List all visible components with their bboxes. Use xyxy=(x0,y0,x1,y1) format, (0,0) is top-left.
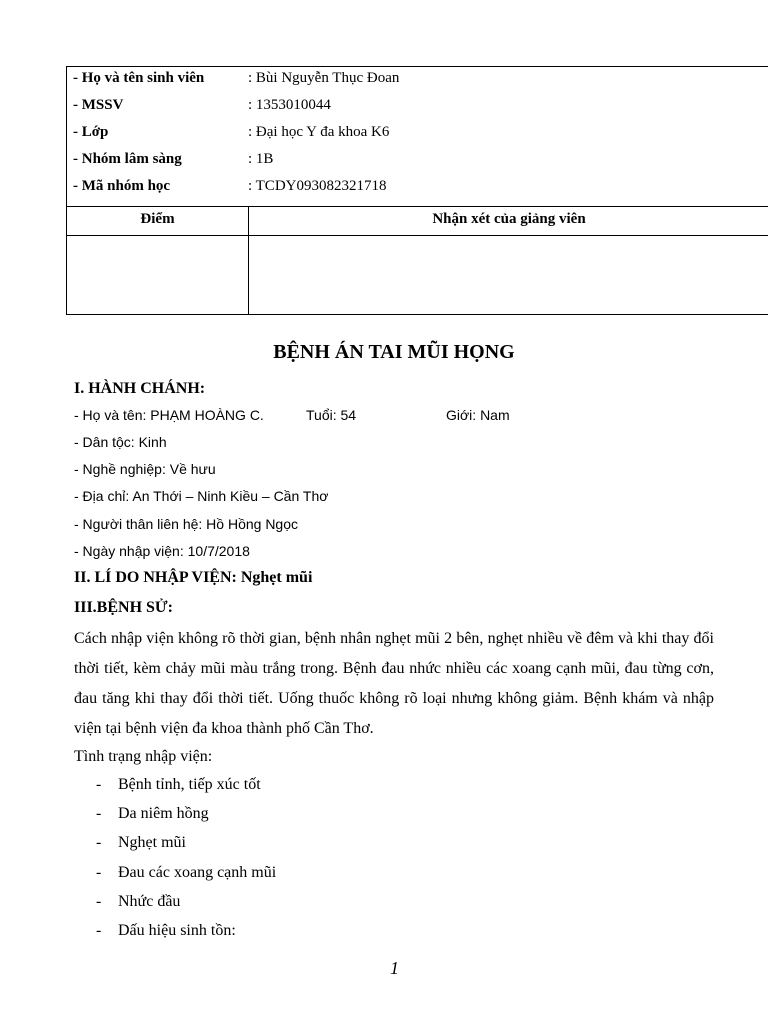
info-row-class xyxy=(67,121,768,148)
list-item-text: Bệnh tỉnh, tiếp xúc tốt xyxy=(118,776,261,793)
info-label: - Mã nhóm học xyxy=(73,178,171,194)
reason-heading: II. LÍ DO NHẬP VIỆN: xyxy=(74,569,237,586)
reason-text: Nghẹt mũi xyxy=(240,569,313,586)
patient-name: - Họ và tên: PHẠM HOÀNG C. xyxy=(74,407,264,423)
list-item xyxy=(96,834,186,852)
list-item xyxy=(96,893,180,911)
list-item-text: Nghẹt mũi xyxy=(118,834,186,851)
patient-address: - Địa chỉ: An Thới – Ninh Kiều – Cần Thơ xyxy=(74,488,329,504)
student-info-table xyxy=(66,66,768,315)
student-info-rows xyxy=(67,67,768,207)
info-value: : Bùi Nguyễn Thục Đoan xyxy=(248,70,400,86)
list-item xyxy=(96,776,261,794)
admin-heading: I. HÀNH CHÁNH: xyxy=(74,380,206,397)
list-item-text: Đau các xoang cạnh mũi xyxy=(118,864,277,881)
info-value: : 1353010044 xyxy=(248,97,331,113)
patient-ethnicity: - Dân tộc: Kinh xyxy=(74,434,167,450)
list-item-text: Da niêm hồng xyxy=(118,805,209,822)
score-header: Điểm xyxy=(140,211,175,227)
info-row-course-code xyxy=(67,175,768,202)
info-row-name xyxy=(67,67,768,94)
info-value: : Đại học Y đa khoa K6 xyxy=(248,124,390,140)
history-heading: III.BỆNH SỬ: xyxy=(74,599,173,616)
info-value: : TCDY093082321718 xyxy=(248,178,387,194)
page-number: 1 xyxy=(390,958,399,978)
bullet-dash: - xyxy=(96,776,102,793)
list-item xyxy=(96,805,209,823)
patient-gender: Giới: Nam xyxy=(446,407,510,423)
grade-table-header xyxy=(67,207,768,236)
bullet-dash: - xyxy=(96,834,102,851)
info-label: - Họ và tên sinh viên xyxy=(73,70,205,86)
reason-line xyxy=(74,569,312,587)
grade-table-body xyxy=(67,236,768,314)
grade-divider xyxy=(248,236,249,314)
list-item xyxy=(96,864,276,882)
info-value: : 1B xyxy=(248,151,274,167)
bullet-dash: - xyxy=(96,864,102,881)
list-item-text: Nhức đầu xyxy=(118,893,181,910)
list-item-text: Dấu hiệu sinh tồn: xyxy=(118,922,236,939)
info-row-group xyxy=(67,148,768,175)
admission-date: - Ngày nhập viện: 10/7/2018 xyxy=(74,543,250,559)
bullet-dash: - xyxy=(96,893,102,910)
patient-occupation: - Nghề nghiệp: Về hưu xyxy=(74,461,216,477)
bullet-dash: - xyxy=(96,922,102,939)
patient-age: Tuổi: 54 xyxy=(306,407,357,423)
comment-header: Nhận xét của giảng viên xyxy=(432,211,586,227)
admission-status-label: Tình trạng nhập viện: xyxy=(74,748,213,765)
patient-name-line xyxy=(74,407,264,423)
info-label: - Nhóm lâm sàng xyxy=(73,151,182,167)
history-paragraph: Cách nhập viện không rõ thời gian, bệnh nhân nghẹt mũi 2 bên, nghẹt nhiều về đêm và khi thay đổi thời tiết, kèm chảy mũi màu trắng trong. Bệnh đau nhức nhiều các xoang cạnh mũi, đau từng cơn, đau tăng khi thay đổi thời tiết. Uống thuốc không rõ loại nhưng không giảm. Bệnh khám và nhập viện tại bệnh viện đa khoa thành phố Cần Thơ. xyxy=(74,630,714,737)
info-label: - MSSV xyxy=(73,97,124,113)
bullet-dash: - xyxy=(96,805,102,822)
info-row-mssv xyxy=(67,94,768,121)
list-item xyxy=(96,922,236,940)
patient-contact: - Người thân liên hệ: Hồ Hồng Ngọc xyxy=(74,516,298,532)
document-title: BỆNH ÁN TAI MŨI HỌNG xyxy=(273,341,515,363)
info-label: - Lớp xyxy=(73,124,109,140)
